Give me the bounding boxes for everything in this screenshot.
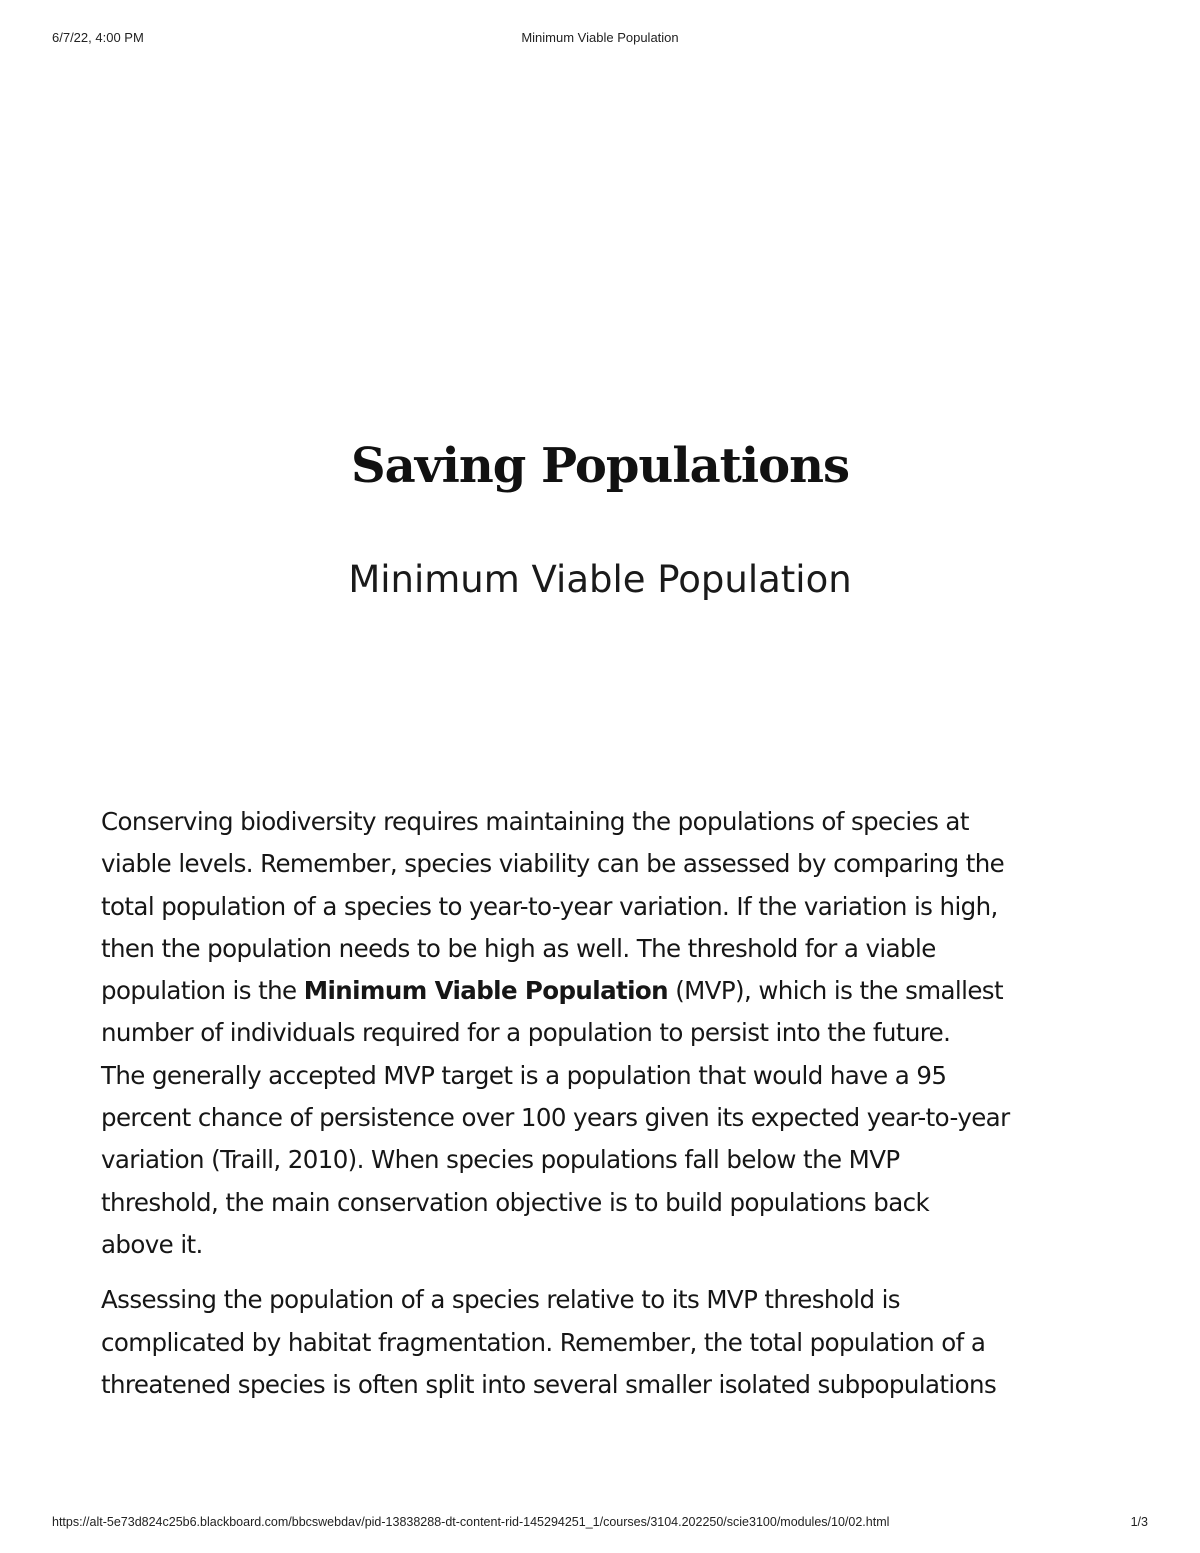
key-term-mvp: Minimum Viable Population (303, 976, 668, 1006)
print-date: 6/7/22, 4:00 PM (52, 30, 144, 45)
text-line: threatened species is often split into several smaller isolated subpopulations (101, 1369, 997, 1399)
text-segment: (MVP), which is the smallest (668, 976, 1003, 1006)
text-line: threshold, the main conservation objective is to build populations back (101, 1187, 930, 1217)
text-line: The generally accepted MVP target is a population that would have a 95 (101, 1060, 947, 1090)
paragraph-habitat-fragmentation (101, 1279, 1101, 1406)
page-title: Saving Populations (350, 438, 850, 494)
print-document-title: Minimum Viable Population (521, 30, 679, 45)
print-page-number: 1/3 (1130, 1515, 1148, 1529)
page-subtitle: Minimum Viable Population (348, 558, 852, 601)
text-line: total population of a species to year-to-year variation. If the variation is high, (101, 891, 998, 921)
text-line: then the population needs to be high as well. The threshold for a viable (101, 933, 936, 963)
print-footer (52, 1515, 1148, 1535)
paragraph-mvp-definition (101, 801, 1101, 1266)
text-line: Assessing the population of a species relative to its MVP threshold is (101, 1285, 900, 1315)
text-line: percent chance of persistence over 100 years given its expected year-to-year (101, 1103, 1010, 1133)
text-line: Conserving biodiversity requires maintaining the populations of species at (101, 807, 969, 836)
text-line (101, 970, 1101, 1012)
print-source-url: https://alt-5e73d824c25b6.blackboard.com/bbcswebdav/pid-13838288-dt-content-rid-145294251_1/courses/3104.202250/scie3100/modules/10/02.html (52, 1515, 890, 1529)
text-line: above it. (101, 1229, 203, 1259)
text-line: number of individuals required for a population to persist into the future. (101, 1018, 951, 1048)
text-line: complicated by habitat fragmentation. Remember, the total population of a (101, 1327, 986, 1357)
text-segment: population is the (101, 976, 304, 1006)
print-header (52, 30, 1148, 50)
article-body (101, 801, 1101, 1419)
text-line: viable levels. Remember, species viability can be assessed by comparing the (101, 849, 1005, 879)
text-line: variation (Traill, 2010). When species populations fall below the MVP (101, 1145, 900, 1175)
